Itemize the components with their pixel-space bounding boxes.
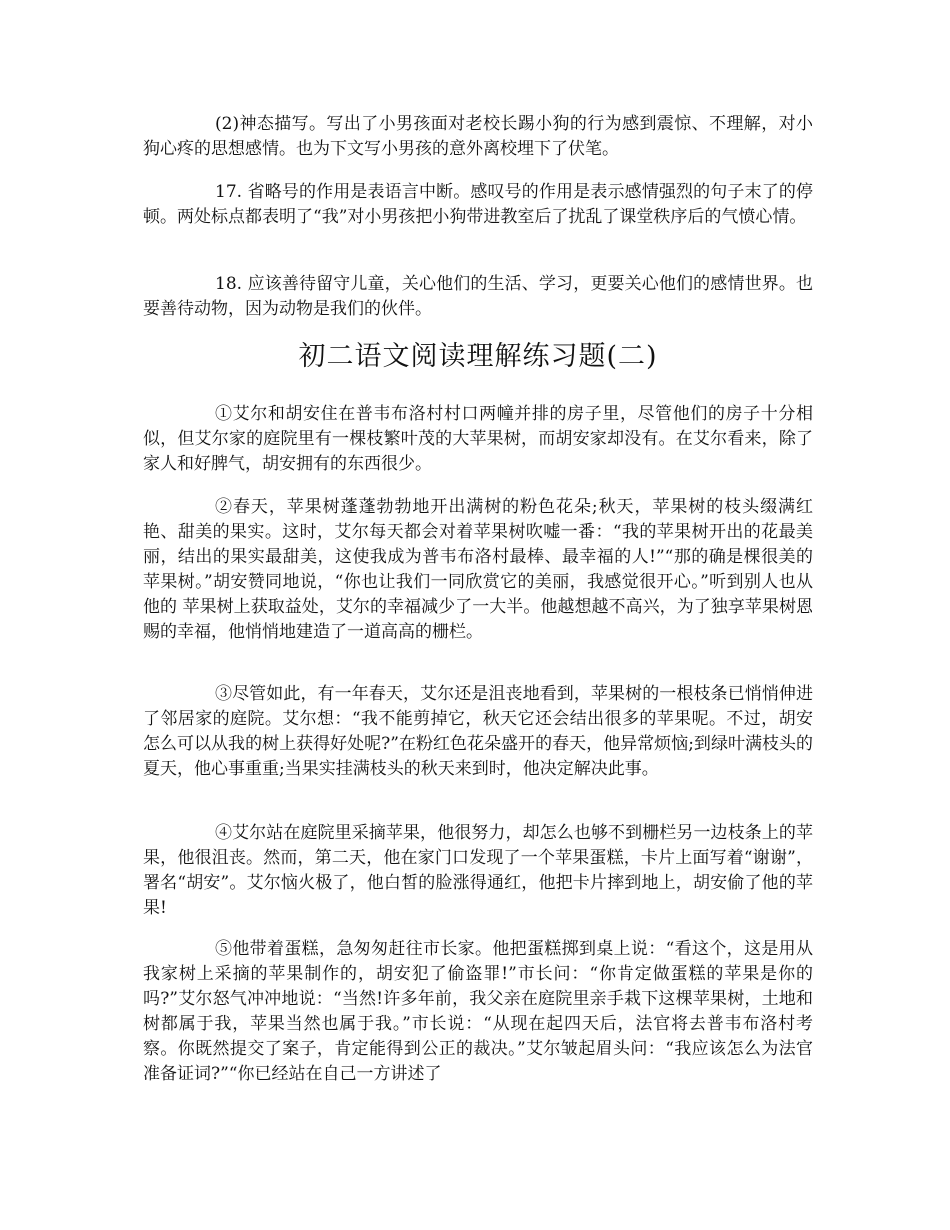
answer-paragraph-18: 18. 应该善待留守儿童，关心他们的生活、学习，更要关心他们的感情世界。也要善待动物，因为动物是我们的伙伴。 <box>143 274 813 319</box>
answer-paragraph-expression: (2)神态描写。写出了小男孩面对老校长踢小狗的行为感到震惊、不理解，对小狗心疼的思想感情。也为下文写小男孩的意外离校埋下了伏笔。 <box>143 114 813 159</box>
reading-paragraph-4: ④艾尔站在庭院里采摘苹果，他很努力，却怎么也够不到栅栏另一边枝条上的苹果，他很沮丧。然而，第二天，他在家门口发现了一个苹果蛋糕，卡片上面写着“谢谢”，署名“胡安”。艾尔恼火极了，他白皙的脸涨得通红，他把卡片摔到地上，胡安偷了他的苹果! <box>143 823 813 918</box>
reading-paragraph-1: ①艾尔和胡安住在普韦布洛村村口两幢并排的房子里，尽管他们的房子十分相似，但艾尔家的庭院里有一棵枝繁叶茂的大苹果树，而胡安家却没有。在艾尔看来，除了家人和好脾气，胡安拥有的东西很少。 <box>143 404 813 474</box>
reading-paragraph-3: ③尽管如此，有一年春天，艾尔还是沮丧地看到，苹果树的一根枝条已悄悄伸进了邻居家的庭院。艾尔想：“我不能剪掉它，秋天它还会结出很多的苹果呢。不过，胡安怎么可以从我的树上获得好处呢?”在粉红色花朵盛开的春天，他异常烦恼;到绿叶满枝头的夏天，他心事重重;当果实挂满枝头的秋天来到时，他决定解决此事。 <box>143 684 813 779</box>
exercise-title: 初二语文阅读理解练习题(二) <box>298 341 658 372</box>
answer-paragraph-17: 17. 省略号的作用是表语言中断。感叹号的作用是表示感情强烈的句子末了的停顿。两处标点都表明了“我”对小男孩把小狗带进教室后了扰乱了课堂秩序后的气愤心情。 <box>143 182 813 227</box>
reading-paragraph-5: ⑤他带着蛋糕，急匆匆赶往市长家。他把蛋糕掷到桌上说：“看这个，这是用从我家树上采摘的苹果制作的，胡安犯了偷盗罪!”市长问：“你肯定做蛋糕的苹果是你的吗?”艾尔怒气冲冲地说：“当然!许多年前，我父亲在庭院里亲手栽下这棵苹果树，土地和树都属于我，苹果当然也属于我。”市长说：“从现在起四天后，法官将去普韦布洛村考察。你既然提交了案子，肯定能得到公正的裁决。”艾尔皱起眉头问：“我应该怎么为法官准备证词?”“你已经站在自己一方讲述了 <box>143 939 813 1084</box>
reading-paragraph-2: ②春天，苹果树蓬蓬勃勃地开出满树的粉色花朵;秋天，苹果树的枝头缀满红艳、甜美的果实。这时，艾尔每天都会对着苹果树吹嘘一番：“我的苹果树开出的花最美丽，结出的果实最甜美，这使我成为普韦布洛村最棒、最幸福的人!”“那的确是棵很美的苹果树。”胡安赞同地说，“你也让我们一同欣赏它的美丽，我感觉很开心。”听到别人也从他的 苹果树上获取益处，艾尔的幸福减少了一大半。他越想越不高兴，为了独享苹果树恩赐的幸福，他悄悄地建造了一道高高的栅栏。 <box>143 497 813 642</box>
